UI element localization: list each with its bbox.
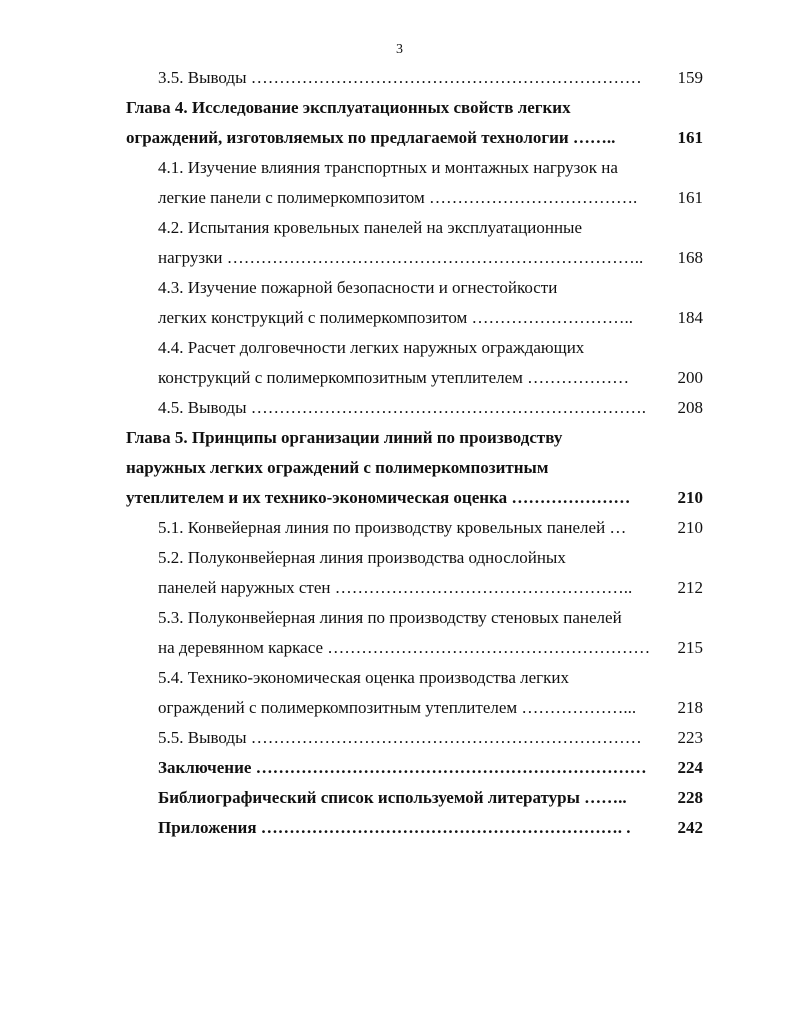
toc-line: 4.3. Изучение пожарной безопасности и огнестойкости	[158, 278, 558, 297]
toc-line: 3.5. Выводы ……………………………………………………………	[158, 68, 642, 87]
toc-line: нагрузки ………………………………………………………………..	[158, 248, 644, 267]
toc-line: Библиографический список используемой литературы ……..	[158, 788, 627, 807]
toc-line: 4.5. Выводы …………………………………………………………….	[158, 398, 647, 417]
toc-page-number: 223	[677, 728, 703, 747]
toc-line: 5.2. Полуконвейерная линия производства однослойных	[158, 548, 566, 567]
toc-page-number: 159	[677, 68, 703, 87]
toc-page-number: 224	[677, 758, 703, 777]
toc-page-number: 228	[677, 788, 703, 807]
toc-line: 5.1. Конвейерная линия по производству кровельных панелей …	[158, 518, 627, 537]
toc-line: легких конструкций с полимеркомпозитом ………………………..	[158, 308, 634, 327]
toc-line: Глава 5. Принципы организации линий по производству	[126, 428, 563, 447]
toc-page-number: 212	[677, 578, 703, 597]
toc-line: панелей наружных стен ……………………………………………..	[158, 578, 633, 597]
toc-line: 5.5. Выводы ……………………………………………………………	[158, 728, 642, 747]
toc-line: 4.4. Расчет долговечности легких наружных ограждающих	[158, 338, 585, 357]
page-number: 3	[396, 42, 403, 57]
toc-page-number: 210	[677, 518, 703, 537]
toc-line: конструкций с полимеркомпозитным утеплителем ………………	[158, 368, 630, 387]
toc-page-number: 208	[677, 398, 703, 417]
toc-page-number: 242	[677, 818, 703, 837]
toc-line: ограждений, изготовляемых по предлагаемой технологии ……..	[126, 128, 616, 147]
toc-line: ограждений с полимеркомпозитным утеплителем ………………...	[158, 698, 637, 717]
toc-page-number: 161	[677, 188, 703, 207]
toc-line: Заключение ……………………………………………………………	[158, 758, 647, 777]
toc-line: Глава 4. Исследование эксплуатационных свойств легких	[126, 98, 571, 117]
toc-line: Приложения ………………………………………………………. .	[158, 818, 631, 837]
toc-line: на деревянном каркасе …………………………………………………	[158, 638, 651, 657]
toc-line: 4.2. Испытания кровельных панелей на эксплуатационные	[158, 218, 583, 237]
toc-page-number: 200	[677, 368, 703, 387]
toc-page-number: 168	[677, 248, 703, 267]
toc-line: наружных легких ограждений с полимеркомпозитным	[126, 458, 549, 477]
toc-page-number: 218	[677, 698, 703, 717]
toc-line: утеплителем и их технико-экономическая оценка …………………	[126, 488, 631, 507]
toc-page-number: 161	[677, 128, 703, 147]
toc-line: 4.1. Изучение влияния транспортных и монтажных нагрузок на	[158, 158, 618, 177]
toc-page-number: 184	[677, 308, 703, 327]
toc-line: 5.3. Полуконвейерная линия по производству стеновых панелей	[158, 608, 622, 627]
toc-page-number: 215	[677, 638, 703, 657]
toc-line: 5.4. Технико-экономическая оценка производства легких	[158, 668, 570, 687]
toc-page-number: 210	[677, 488, 703, 507]
toc-line: легкие панели с полимеркомпозитом ……………………………….	[158, 188, 638, 207]
